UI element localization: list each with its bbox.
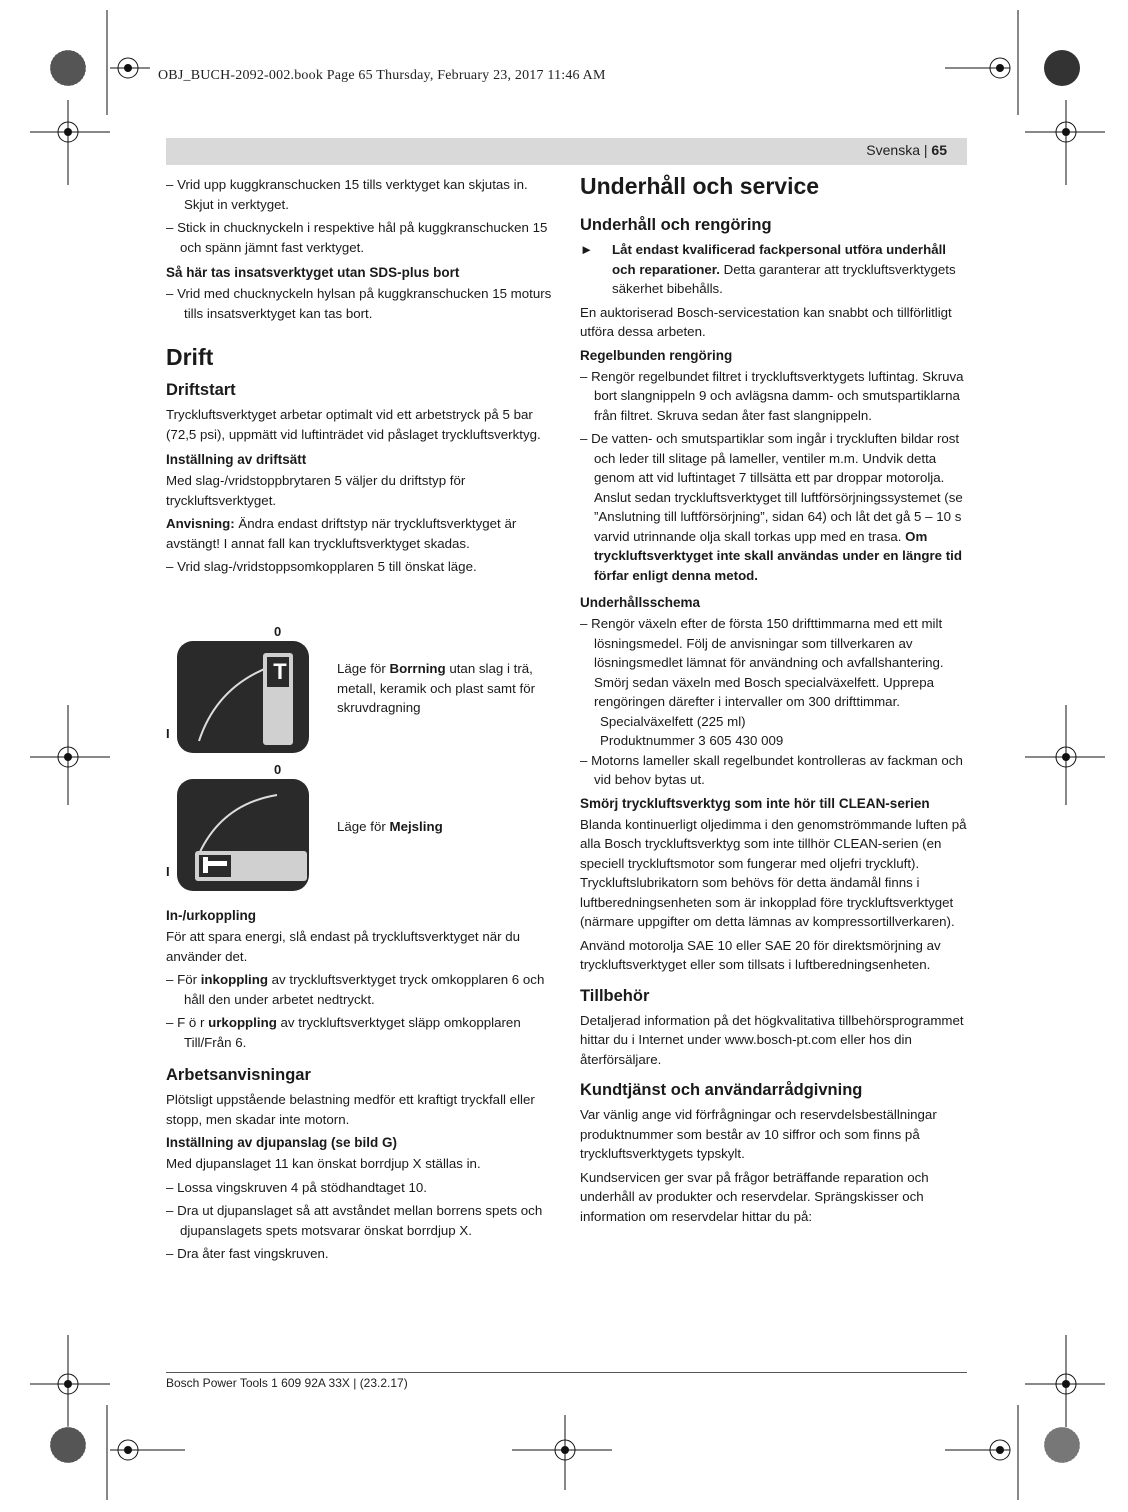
dial-chiseling-graphic bbox=[177, 779, 309, 891]
drift-title: Drift bbox=[166, 344, 214, 370]
auth-text: En auktoriserad Bosch-servicestation kan snabbt och tillförlitligt utföra dessa arbeten. bbox=[580, 304, 952, 339]
right-column bbox=[580, 172, 970, 1230]
dial1-caption-pre: Läge för bbox=[337, 661, 390, 676]
schedule-heading: Underhållsschema bbox=[580, 595, 701, 610]
note-text: Ändra endast driftstyp när tryckluftsverktyget är avstängt! I annat fall kan tryckluftsverktyget skadas. bbox=[166, 516, 517, 551]
customer-title: Kundtjänst och användarrådgivning bbox=[580, 1081, 863, 1099]
header-language: Svenska bbox=[866, 142, 920, 158]
work-text: Plötsligt uppstående belastning medför ett kraftigt tryckfall eller stopp, men skadar inte motorn. bbox=[166, 1092, 535, 1127]
dial1-caption bbox=[337, 659, 557, 718]
regular-bullet-1: – Rengör regelbundet filtret i tryckluftsverktygets luftintag. Skruva bort slangnippeln 9 och avlägsna damm- och smutspartiklarna från filtret. Skruva sedan åter fast slangnippeln. bbox=[580, 368, 964, 423]
depth-heading: Inställning av djupanslag (se bild G) bbox=[166, 1135, 398, 1150]
onoff-bullet1-post: av tryckluftsverktyget tryck omkopplaren 6 och håll den under arbetet nedtryckt. bbox=[184, 972, 545, 1007]
mode-text: Med slag-/vridstoppbrytaren 5 väljer du driftstyp för tryckluftsverktyget. bbox=[166, 473, 466, 508]
footer: Bosch Power Tools 1 609 92A 33X | (23.2.17) bbox=[166, 1376, 408, 1390]
regular-bullet2-text: – De vatten- och smutspartiklar som ingår i tryckluften bildar rost och leder till slitage på lameller, ventiler m.m. Undvik detta genom att vid luftintaget 7 tillsätta ett par droppar motorolja. Anslut sedan tryckluftsverktyget till luftförsörjningssystemet (se ”Anslutning till luftförsörjning”, sidan 64) och låt det gå 5 – 10 s varvid utrinnande olja skall torkas upp med en trasa. bbox=[580, 431, 963, 544]
customer-text-1: Var vänlig ange vid förfrågningar och reservdelsbeställningar produktnummer som består av 10 siffror och som finns på tryckluftsverktygets typskylt. bbox=[580, 1107, 937, 1161]
print-header: OBJ_BUCH-2092-002.book Page 65 Thursday, February 23, 2017 11:46 AM bbox=[158, 68, 606, 83]
onoff-bullet2-pre: – F ö r bbox=[166, 1015, 209, 1030]
remove-heading: Så här tas insatsverktyget utan SDS-plus bort bbox=[166, 265, 460, 280]
remove-bullet: – Vrid med chucknyckeln hylsan på kuggkranschucken 15 moturs tills insatsverktyget kan tas bort. bbox=[166, 286, 552, 321]
service-title: Underhåll och service bbox=[580, 173, 820, 199]
onoff-bullet2-post: av tryckluftsverktyget släpp omkopplaren Till/Från 6. bbox=[184, 1015, 521, 1050]
warning-text: Detta garanterar att tryckluftsverktygets säkerhet bibehålls. bbox=[612, 261, 956, 296]
depth-bullet-3: – Dra åter fast vingskruven. bbox=[166, 1246, 329, 1261]
intro-bullet-1: – Vrid upp kuggkranschucken 15 tills verktyget kan skjutas in. Skjut in verktyget. bbox=[166, 177, 528, 212]
onoff-bullet1-bold: inkoppling bbox=[200, 972, 268, 987]
footer-rule bbox=[166, 1372, 967, 1373]
dial1-zero-label: 0 bbox=[274, 624, 282, 639]
dial1-caption-bold: Borrning bbox=[389, 661, 446, 676]
mode-bullet: – Vrid slag-/vridstoppsomkopplaren 5 till önskat läge. bbox=[166, 559, 477, 574]
onoff-bullet-1 bbox=[166, 970, 556, 1009]
oil-text: Använd motorolja SAE 10 eller SAE 20 för direktsmörjning av tryckluftsverktyget eller som tillsats i luftberedningsenheten. bbox=[580, 937, 941, 972]
note-label: Anvisning: bbox=[166, 516, 235, 531]
dial-chiseling-figure bbox=[177, 779, 309, 891]
left-column-lower bbox=[166, 902, 556, 1268]
dial2-zero-label: 0 bbox=[274, 762, 282, 777]
dial1-one-label: I bbox=[166, 726, 170, 741]
page-number: 65 bbox=[931, 142, 947, 158]
depth-bullet-1: – Lossa vingskruven 4 på stödhandtaget 10. bbox=[166, 1179, 427, 1195]
accessories-title: Tillbehör bbox=[580, 986, 650, 1005]
grease-name: Specialväxelfett (225 ml) bbox=[600, 713, 746, 729]
accessories-text: Detaljerad information på det högkvalitativa tillbehörsprogrammet hittar du i Internet under www.bosch-pt.com eller hos din återförsäljare. bbox=[580, 1012, 964, 1067]
grease-number: Produktnummer 3 605 430 009 bbox=[600, 733, 784, 748]
dial2-one-label: I bbox=[166, 864, 170, 879]
header-separator: | bbox=[920, 142, 932, 158]
driftstart-title: Driftstart bbox=[166, 381, 236, 399]
work-title: Arbetsanvisningar bbox=[166, 1066, 311, 1084]
warning-paragraph bbox=[580, 240, 970, 299]
intro-bullet-2: – Stick in chucknyckeln i respektive hål på kuggkranschucken 15 och spänn jämnt fast verktyget. bbox=[166, 220, 548, 255]
regular-heading: Regelbunden rengöring bbox=[580, 347, 733, 363]
onoff-bullet1-pre: – För bbox=[166, 972, 201, 987]
schedule-bullet-2: – Motorns lameller skall regelbundet kontrolleras av fackman och vid behov bytas ut. bbox=[580, 752, 963, 787]
depth-bullet-2: – Dra ut djupanslaget så att avståndet mellan borrens spets och djupanslagets spets motsvarar önskat borrdjup X. bbox=[166, 1203, 543, 1238]
dial2-caption-pre: Läge för bbox=[337, 819, 390, 834]
regular-bullet2-bold: Om tryckluftsverktyget inte skall användas under en längre tid förfar enligt denna metod. bbox=[594, 528, 963, 583]
running-header bbox=[166, 138, 967, 165]
clean-heading: Smörj tryckluftsverktyg som inte hör till CLEAN-serien bbox=[580, 795, 930, 811]
dial2-caption-bold: Mejsling bbox=[389, 819, 443, 834]
onoff-text: För att spara energi, slå endast på tryckluftsverktyget när du använder det. bbox=[166, 929, 521, 964]
dial2-caption bbox=[337, 817, 557, 837]
cleaning-title: Underhåll och rengöring bbox=[580, 216, 772, 234]
onoff-heading: In-/urkoppling bbox=[166, 908, 256, 923]
left-column bbox=[166, 175, 556, 581]
schedule-bullet-1: – Rengör växeln efter de första 150 drifttimmarna med ett milt lösningsmedel. Följ de anvisningar som tillverkaren av lösningsmedlet lämnat för användning och avfallshantering. Smörj sedan växeln med Bosch specialväxelfett. Upprepa rengöringen därefter i intervaller om 300 drifttimmar. bbox=[580, 616, 944, 709]
mode-heading: Inställning av driftsätt bbox=[166, 452, 307, 467]
regular-bullet-2 bbox=[580, 429, 970, 585]
running-header-text bbox=[866, 142, 947, 158]
onoff-bullet2-bold: urkoppling bbox=[208, 1015, 277, 1030]
warning-bold: Låt endast kvalificerad fackpersonal utföra underhåll och reparationer. bbox=[612, 242, 946, 277]
depth-text: Med djupanslaget 11 kan önskat borrdjup X ställas in. bbox=[166, 1156, 481, 1171]
customer-text-2: Kundservicen ger svar på frågor beträffande reparation och underhåll av produkter och reservdelar. Sprängskisser och information om reservdelar hittar du på: bbox=[580, 1169, 929, 1224]
onoff-bullet-2 bbox=[166, 1013, 556, 1052]
clean-text: Blanda kontinuerligt oljedimma i den genomströmmande luften på alla Bosch tryckluftsverktyg som inte tillhör CLEAN-serien (en speciell tryckluftsmotor som fungerar med oljefri tryckluft). Tryckluftslubrikatorn som behövs för detta ändamål finns i luftberedningsenheten som är inkopplad före tryckluftsverktyget (närmare uppgifter om detta lämnas av kompressortillverkaren). bbox=[580, 816, 967, 929]
dial1-caption-post: utan slag i trä, metall, keramik och plast samt för skruvdragning bbox=[337, 661, 536, 715]
note-paragraph bbox=[166, 514, 556, 553]
dial-drilling-figure bbox=[177, 641, 309, 753]
driftstart-text: Tryckluftsverktyget arbetar optimalt vid ett arbetstryck på 5 bar (72,5 psi), uppmätt vid luftinträdet vid påslaget tryckluftsverktyg. bbox=[166, 407, 541, 442]
warning-arrow-icon: ► bbox=[580, 242, 594, 257]
drilling-symbol: T bbox=[273, 659, 287, 684]
